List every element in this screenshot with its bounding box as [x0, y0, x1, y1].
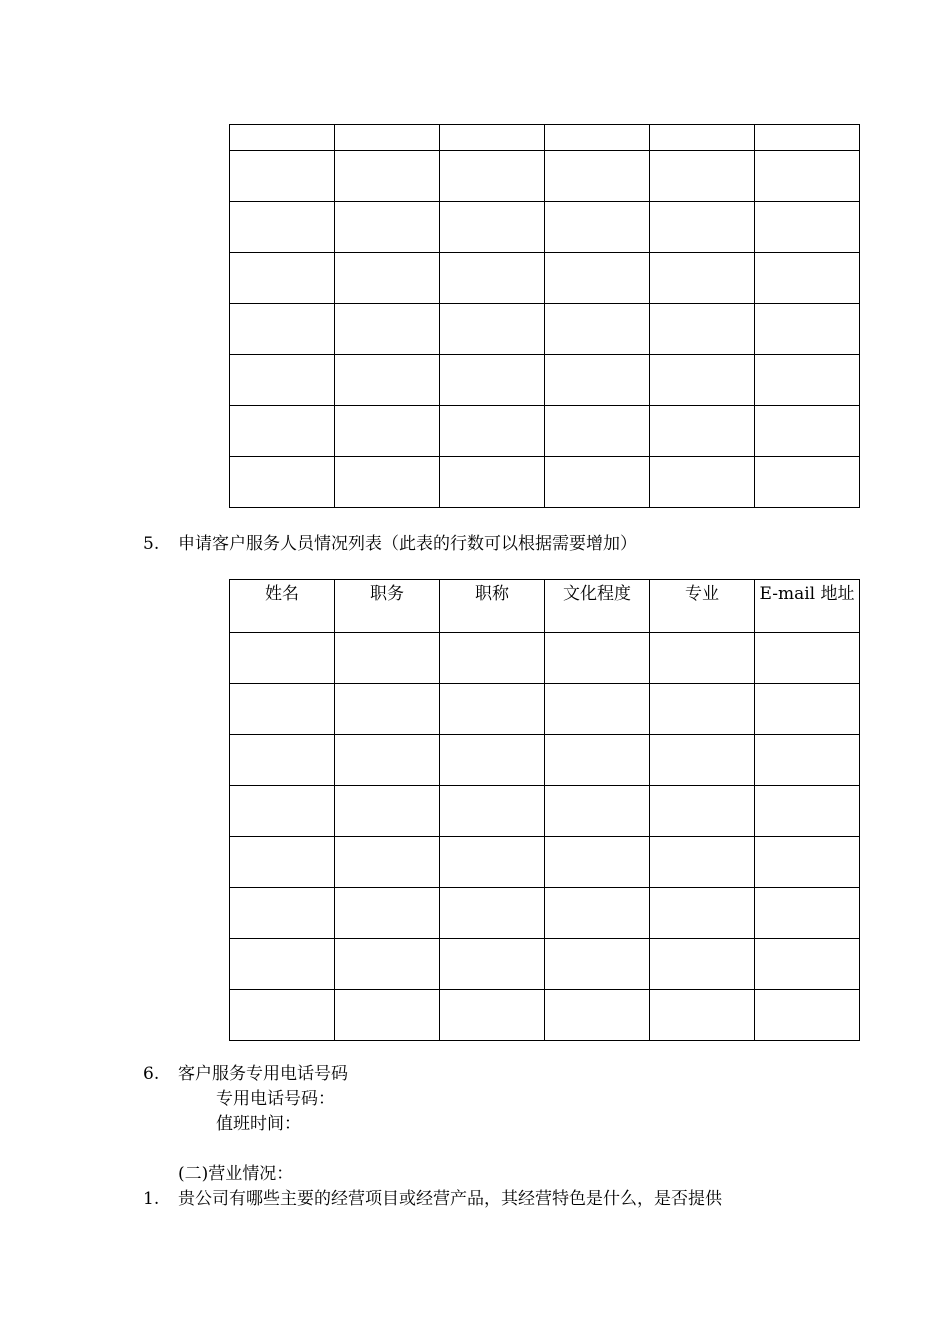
table-cell [440, 684, 545, 735]
table-cell [755, 939, 860, 990]
table-cell [650, 457, 755, 508]
item-6-text: 客户服务专用电话号码 [178, 1064, 348, 1084]
table-cell [545, 735, 650, 786]
table-cell [440, 633, 545, 684]
table-cell [230, 990, 335, 1041]
table-cell [755, 735, 860, 786]
table-header-row [230, 580, 860, 633]
table-header-row [230, 125, 860, 151]
table-row [230, 735, 860, 786]
duty-time-label: 值班时间： [216, 1114, 301, 1134]
table-cell [335, 125, 440, 151]
table-cell [755, 684, 860, 735]
table-cell [650, 735, 755, 786]
table-row [230, 939, 860, 990]
blank-table-top [229, 124, 860, 508]
table-cell [335, 837, 440, 888]
table-cell [650, 888, 755, 939]
table-cell [545, 888, 650, 939]
table-cell [545, 457, 650, 508]
table-cell [650, 355, 755, 406]
table-cell [440, 151, 545, 202]
table-cell [440, 990, 545, 1041]
table-cell [755, 457, 860, 508]
table-cell [440, 253, 545, 304]
table-cell [650, 125, 755, 151]
table-cell [335, 304, 440, 355]
table-cell [335, 684, 440, 735]
table-cell [755, 990, 860, 1041]
table-cell [440, 786, 545, 837]
table-cell [440, 837, 545, 888]
table-cell [545, 253, 650, 304]
table-cell [755, 355, 860, 406]
table-cell [335, 888, 440, 939]
table-cell [650, 939, 755, 990]
table-cell [335, 202, 440, 253]
table-cell [755, 304, 860, 355]
table-cell [755, 406, 860, 457]
table-cell [335, 990, 440, 1041]
table-cell [545, 684, 650, 735]
item-1-number: 1. [143, 1189, 160, 1209]
column-header: 文化程度 [545, 580, 650, 633]
table-cell [755, 888, 860, 939]
table-cell [230, 304, 335, 355]
table-row [230, 355, 860, 406]
table-cell [545, 355, 650, 406]
table-cell [545, 406, 650, 457]
table-cell [230, 633, 335, 684]
table-cell [755, 202, 860, 253]
table-cell [650, 990, 755, 1041]
table-cell [230, 837, 335, 888]
table-cell [335, 355, 440, 406]
table-cell [335, 457, 440, 508]
table-row [230, 457, 860, 508]
table-cell [335, 253, 440, 304]
table-row [230, 684, 860, 735]
table-cell [335, 939, 440, 990]
column-header: 专业 [650, 580, 755, 633]
column-header: 职称 [440, 580, 545, 633]
phone-number-label: 专用电话号码： [216, 1089, 335, 1109]
table-row [230, 837, 860, 888]
table-cell [650, 684, 755, 735]
table-cell [650, 786, 755, 837]
table-cell [650, 406, 755, 457]
table-cell [440, 457, 545, 508]
table-row [230, 633, 860, 684]
table-cell [230, 151, 335, 202]
table-cell [650, 253, 755, 304]
table-cell [230, 355, 335, 406]
table-cell [440, 202, 545, 253]
table-row [230, 304, 860, 355]
column-header: E-mail 地址 [755, 580, 860, 633]
table-cell [335, 633, 440, 684]
table-row [230, 406, 860, 457]
table-row [230, 253, 860, 304]
table-cell [440, 735, 545, 786]
table-cell [650, 633, 755, 684]
table-cell [230, 457, 335, 508]
table-cell [650, 151, 755, 202]
table-cell [230, 888, 335, 939]
table-cell [440, 304, 545, 355]
table-cell [335, 735, 440, 786]
table-cell [755, 786, 860, 837]
item-5-number: 5. [143, 534, 160, 554]
table-cell [230, 202, 335, 253]
table-cell [545, 202, 650, 253]
table-cell [545, 990, 650, 1041]
item-1-text: 贵公司有哪些主要的经营项目或经营产品，其经营特色是什么，是否提供 [178, 1189, 722, 1209]
table-cell [545, 304, 650, 355]
table-row [230, 888, 860, 939]
table-cell [545, 786, 650, 837]
table-cell [230, 684, 335, 735]
table-cell [230, 939, 335, 990]
table-row [230, 990, 860, 1041]
table-cell [545, 837, 650, 888]
table-cell [335, 406, 440, 457]
staff-table [229, 579, 860, 1041]
table-cell [335, 151, 440, 202]
item-5-text: 申请客户服务人员情况列表（此表的行数可以根据需要增加） [178, 534, 637, 554]
table-cell [545, 633, 650, 684]
table-cell [755, 253, 860, 304]
table-cell [755, 125, 860, 151]
table-cell [230, 786, 335, 837]
table-cell [755, 151, 860, 202]
column-header: 姓名 [230, 580, 335, 633]
table-cell [755, 837, 860, 888]
table-row [230, 202, 860, 253]
table-cell [335, 786, 440, 837]
table-row [230, 786, 860, 837]
table-cell [230, 735, 335, 786]
table-cell [755, 633, 860, 684]
table-cell [650, 304, 755, 355]
table-cell [545, 151, 650, 202]
table-cell [230, 406, 335, 457]
table-cell [650, 837, 755, 888]
table-cell [440, 888, 545, 939]
table-cell [545, 939, 650, 990]
column-header: 职务 [335, 580, 440, 633]
table-row [230, 151, 860, 202]
table-cell [230, 253, 335, 304]
table-cell [440, 125, 545, 151]
table-cell [650, 202, 755, 253]
section-heading-business: (二)营业情况： [178, 1164, 294, 1184]
item-6-number: 6. [143, 1064, 160, 1084]
table-cell [440, 939, 545, 990]
table-cell [440, 406, 545, 457]
table-cell [545, 125, 650, 151]
table-cell [230, 125, 335, 151]
table-cell [440, 355, 545, 406]
